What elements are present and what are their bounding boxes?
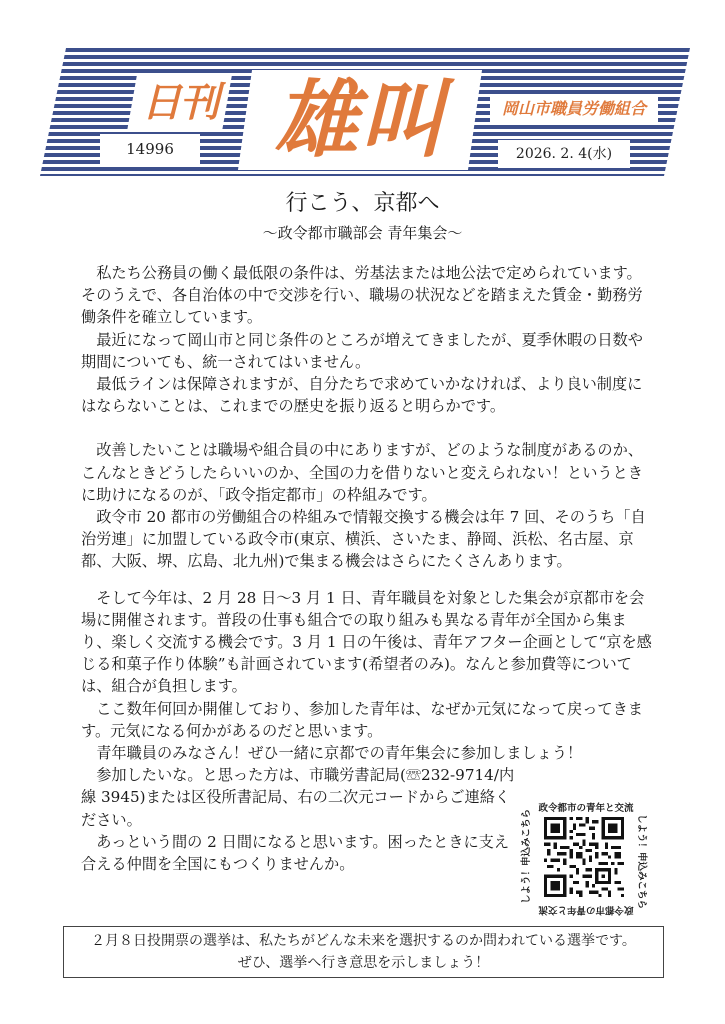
paragraph-contact: 参加したいな。と思った方は、市職労書記局(☏232-9714/内線 3945)または区役所書記局、右の二次元コードからご連絡ください。	[81, 766, 515, 829]
paragraph: 改善したいことは職場や組合員の中にありますが、どのような制度があるのか、こんなときどうしたらいいのか、全国の力を借りないと変えられない！というときに助けになるのが、「政令指定都市」の枠組みです。	[81, 441, 643, 504]
paragraph: そして今年は、2 月 28 日～3 月 1 日、青年職員を対象とした集会が京都市を会場に開催されます。普段の仕事も組合での取り組みも異なる青年が全国から集まり、楽しく交流する機会です。3 月 1 日の午後は、青年アフター企画として“京を感じる和菓子作り体験”も計画されています(希望者のみ)。なんと参加費等については、組合が負担します。	[81, 588, 652, 696]
masthead-title-text: 雄叫	[273, 71, 446, 169]
issue-date-box	[498, 140, 630, 168]
issue-number: 14996	[126, 140, 174, 158]
qr-caption-bottom: 政令都市の青年と交流	[538, 904, 634, 915]
paragraph: ここ数年何回か開催しており、参加した青年は、なぜか元気になって戻ってきます。元気になる何かがあるのだと思います。	[81, 699, 643, 740]
paragraph-gap	[81, 417, 656, 439]
qr-signup-block[interactable]	[518, 800, 650, 918]
union-name: 岡山市職員労働組合	[501, 99, 646, 118]
masthead-daily-text: 日刊	[141, 80, 218, 126]
election-notice-box	[63, 926, 664, 978]
election-notice-line-2: ぜひ、選挙へ行き意思を示しましょう！	[237, 955, 490, 971]
masthead-title	[238, 70, 482, 170]
article-subtitle: ～政令都市職部会 青年集会～	[262, 224, 463, 242]
paragraph: 私たち公務員の働く最低限の条件は、労基法または地公法で定められています。そのうえで、各自治体の中で交渉を行い、職場の状況などを踏まえた賃金・勤務労働条件を確立しています。	[81, 264, 643, 327]
paragraph: 最低ラインは保障されますが、自分たちで求めていかなければ、より良い制度にはならないことは、これまでの歴史を振り返ると明らかです。	[81, 375, 643, 416]
article-title: 行こう、京都へ	[285, 191, 440, 216]
paragraph: 最近になって岡山市と同じ条件のところが増えてきましたが、夏季休暇の日数や期間についても、統一されてはいません。	[81, 330, 643, 371]
article-body	[81, 262, 656, 875]
issue-number-box	[100, 134, 200, 164]
paragraph: 政令市 20 都市の労働組合の枠組みで情報交換する機会は年 7 回、そのうち「自治労連」に加盟している政令市(東京、横浜、さいたま、静岡、浜松、名古屋、京都、大阪、堺、広島、北九州)で集まる機会はさらにたくさんあります。	[81, 508, 646, 571]
masthead-daily-label	[127, 74, 232, 132]
qr-code-icon[interactable]	[544, 817, 624, 897]
qr-caption-left: しよう！申込みこちら	[521, 808, 532, 904]
qr-caption-right: しよう！申込みこちら	[636, 814, 647, 910]
union-name-box	[490, 96, 658, 122]
paragraph: あっという間の 2 日間になると思います。困ったときに支え合える仲間を全国にもつくりませんか。	[81, 832, 510, 874]
qr-caption-top: 政令都市の青年と交流	[538, 803, 634, 814]
masthead-banner	[40, 48, 690, 176]
issue-date: 2026. 2. 4(水)	[515, 146, 613, 162]
paragraph: 青年職員のみなさん！ぜひ一緒に京都での青年集会に参加しましょう！	[96, 744, 583, 763]
election-notice-line-1: ２月８日投開票の選挙は、私たちがどんな未来を選択するのか問われている選挙です。	[91, 933, 636, 949]
paragraph-gap	[81, 573, 656, 587]
